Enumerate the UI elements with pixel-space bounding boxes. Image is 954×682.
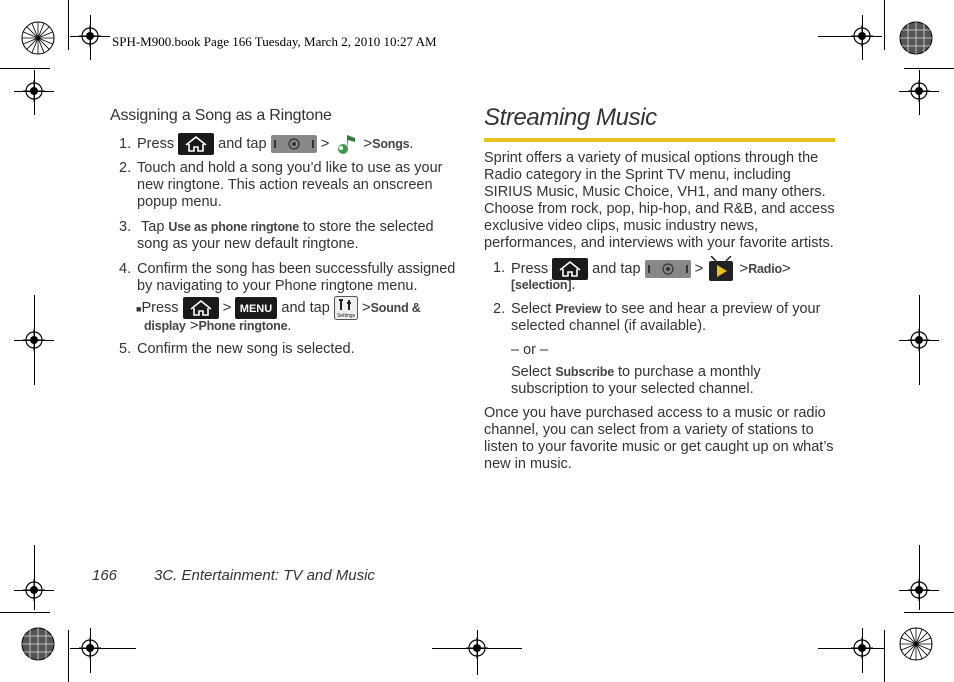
registration-mark-icon (908, 579, 930, 601)
arrow-separator: > (694, 259, 704, 277)
step-text: Touch and hold a song you’d like to use as your (137, 160, 443, 176)
step-4 (137, 261, 455, 295)
step-number: 5. (119, 341, 132, 357)
intro-paragraph (484, 150, 835, 252)
paragraph-line: performances, and interviews with your favorite artists. (484, 235, 834, 251)
svg-text:Settings: Settings (336, 313, 355, 319)
bullet-icon: ■ (136, 303, 142, 314)
arrow-separator: > (320, 134, 330, 152)
step-text: to see and hear a preview of your (605, 301, 821, 317)
page-title: Streaming Music (484, 104, 657, 131)
launcher-tab-icon (271, 135, 317, 153)
step-text: Select (511, 301, 552, 317)
registration-mark-icon (908, 80, 930, 102)
step-text: . (571, 277, 576, 293)
step-number: 3. (119, 219, 132, 235)
step-text: Press (137, 135, 175, 152)
menu-option-radio: Radio (748, 261, 782, 276)
registration-mark-icon (79, 637, 101, 659)
paragraph-line: listen to your favorite music or get caught up on what’s (484, 439, 834, 455)
crop-line (0, 68, 50, 69)
menu-option-songs: Songs (372, 136, 410, 151)
step-2-alternative (511, 364, 761, 398)
menu-option-use-as-ringtone: Use as phone ringtone (168, 220, 299, 234)
paragraph-line: Radio category in the Sprint TV menu, including (484, 167, 791, 183)
step-text: Confirm the song has been successfully assigned (137, 261, 456, 277)
home-key-icon (183, 297, 219, 319)
crop-line (904, 612, 954, 613)
arrow-separator: > (363, 134, 373, 152)
step-number: 2. (493, 301, 506, 317)
step-text: subscription to your selected channel. (511, 381, 754, 397)
starburst-target-icon (899, 627, 933, 661)
crop-line (68, 630, 69, 682)
step-4-substep-cont (144, 317, 291, 335)
registration-mark-icon (23, 579, 45, 601)
registration-mark-icon (851, 25, 873, 47)
step-text: and tap (218, 135, 267, 152)
step-text: and tap (592, 260, 641, 277)
menu-option-subscribe: Subscribe (555, 365, 614, 379)
step-text: song as your new default ringtone. (137, 236, 359, 252)
grid-target-icon (899, 21, 933, 55)
section-heading: Assigning a Song as a Ringtone (110, 107, 332, 124)
home-key-icon (178, 133, 214, 155)
paragraph-line: new in music. (484, 456, 572, 472)
registration-mark-icon (23, 80, 45, 102)
paragraph-line: Choose from rock, pop, hip-hop, and R&B, and access (484, 201, 835, 217)
step-text: and tap (281, 299, 330, 316)
step-text: new ringtone. This action reveals an onscreen (137, 177, 433, 193)
step-text: Press (141, 299, 179, 316)
crop-line (68, 0, 69, 50)
paragraph-line: Sprint offers a variety of musical options through the (484, 150, 819, 166)
step-text: selected channel (if available). (511, 318, 707, 334)
grid-target-icon (21, 627, 55, 661)
menu-option-sound-display: display (144, 319, 186, 333)
title-rule (484, 138, 835, 142)
arrow-separator: > (781, 259, 791, 277)
step-text: popup menu. (137, 194, 222, 210)
step-5: Confirm the new song is selected. (137, 341, 355, 357)
crop-line (904, 68, 954, 69)
paragraph-line: SIRIUS Music, Music Choice, VH1, and many others. (484, 184, 826, 200)
step-text: to purchase a monthly (618, 364, 761, 380)
menu-option-selection: [selection] (511, 278, 572, 292)
step-number: 4. (119, 261, 132, 277)
or-separator: – or – (511, 342, 549, 358)
step-text: Tap (141, 219, 165, 235)
step-2 (511, 301, 820, 335)
starburst-target-icon (21, 21, 55, 55)
registration-mark-icon (851, 637, 873, 659)
step-text: to store the selected (303, 219, 434, 235)
arrow-separator: > (189, 317, 199, 334)
registration-mark-icon (908, 329, 930, 351)
crop-line (884, 0, 885, 50)
step-text: Press (511, 260, 549, 277)
menu-option-phone-ringtone: Phone ringtone (198, 319, 288, 333)
settings-app-icon (334, 296, 358, 320)
arrow-separator: > (361, 298, 371, 316)
step-3 (137, 219, 434, 253)
step-number: 1. (493, 260, 506, 276)
step-1 (137, 132, 413, 156)
step-text: . (409, 135, 414, 152)
menu-key-icon (235, 297, 277, 319)
step-1-cont (511, 277, 575, 294)
paragraph-line: channel, you can select from a variety of stations to (484, 422, 814, 438)
crop-line (884, 630, 885, 682)
print-header: SPH-M900.book Page 166 Tuesday, March 2, 2010 10:27 AM (112, 34, 437, 49)
registration-mark-icon (79, 25, 101, 47)
step-text: by navigating to your Phone ringtone menu. (137, 278, 418, 294)
step-number: 2. (119, 160, 132, 176)
launcher-tab-icon (645, 260, 691, 278)
registration-mark-icon (466, 637, 488, 659)
music-app-icon (333, 132, 359, 156)
section-footer: 3C. Entertainment: TV and Music (154, 567, 375, 584)
page-number: 166 (92, 567, 118, 584)
registration-mark-icon (23, 329, 45, 351)
arrow-separator: > (739, 259, 749, 277)
step-text: Select (511, 364, 552, 380)
paragraph-line: exclusive video clips, music industry news, (484, 218, 758, 234)
sprint-tv-icon (707, 256, 735, 282)
step-2 (137, 160, 443, 211)
step-number: 1. (119, 136, 132, 152)
paragraph-line: Once you have purchased access to a music or radio (484, 405, 826, 421)
arrow-separator: > (222, 298, 232, 316)
outro-paragraph (484, 405, 834, 473)
menu-option-preview: Preview (555, 302, 602, 316)
menu-option-sound-display: Sound & (370, 300, 421, 315)
svg-text:MENU: MENU (240, 303, 273, 315)
step-text: . (287, 318, 292, 334)
crop-line (0, 612, 50, 613)
